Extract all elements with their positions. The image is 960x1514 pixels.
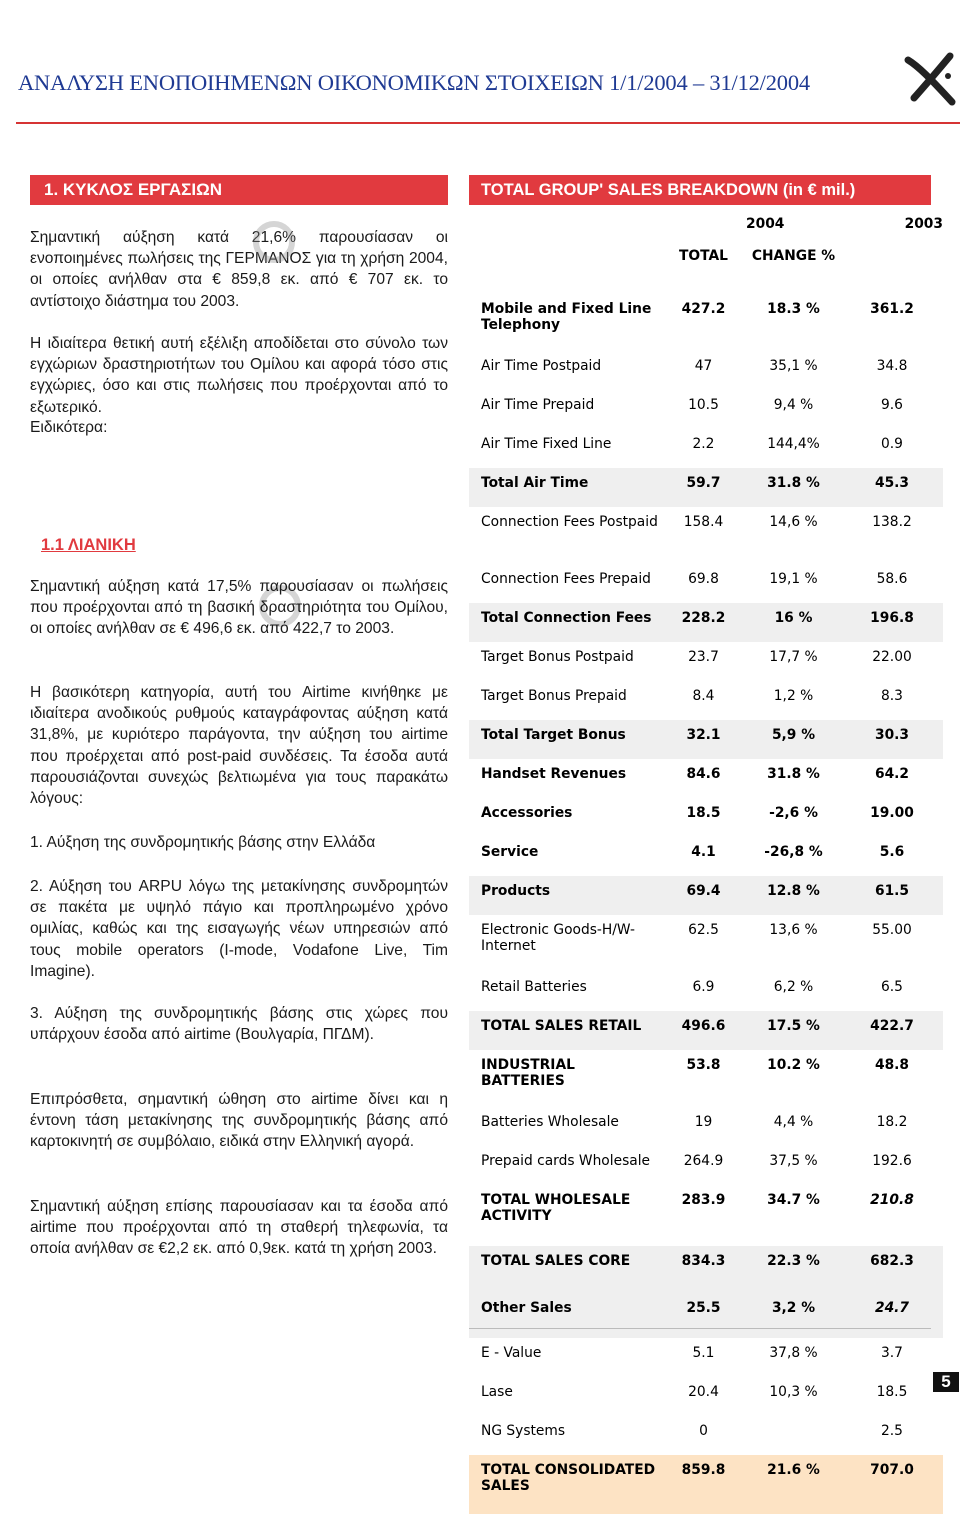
table-row xyxy=(469,1338,943,1377)
table-row xyxy=(469,468,943,507)
row-label: TOTAL WHOLESALE ACTIVITY xyxy=(481,1192,631,1224)
row-value-2004: 834.3 xyxy=(661,1246,746,1293)
row-change: 31.8 % xyxy=(767,766,820,782)
row-label: TOTAL CONSOLIDATED SALES xyxy=(469,1455,661,1514)
row-change: 3,2 % xyxy=(746,1293,841,1338)
row-value-2004: 427.2 xyxy=(681,301,726,317)
row-value-2004: 859.8 xyxy=(661,1455,746,1514)
row-label: Target Bonus Prepaid xyxy=(481,688,627,704)
change-column-header: CHANGE % xyxy=(751,248,836,264)
section-heading-retail: 1.1 ΛΙΑΝΙΚΗ xyxy=(41,536,136,554)
row-value-2003: 30.3 xyxy=(841,720,943,759)
table-row xyxy=(469,1246,943,1293)
table-row xyxy=(469,603,943,642)
row-label: NG Systems xyxy=(481,1423,566,1439)
row-value-2004: 496.6 xyxy=(661,1011,746,1050)
row-label: E - Value xyxy=(481,1345,542,1361)
row-change: 17,7 % xyxy=(769,649,818,665)
row-value-2004: 8.4 xyxy=(692,688,715,704)
table-row xyxy=(469,837,943,876)
row-value-2004: 20.4 xyxy=(688,1384,719,1400)
row-value-2003: 0.9 xyxy=(881,436,903,452)
table-row xyxy=(469,915,943,972)
row-value-2004: 228.2 xyxy=(661,603,746,642)
row-label: Retail Batteries xyxy=(481,979,587,995)
row-value-2003: 9.6 xyxy=(881,397,903,413)
row-label: Other Sales xyxy=(469,1293,661,1338)
row-value-2004: 0 xyxy=(699,1423,708,1439)
row-label: Total Air Time xyxy=(469,468,661,507)
retail-text-3 xyxy=(30,832,448,853)
row-value-2003: 196.8 xyxy=(841,603,943,642)
row-label: Air Time Fixed Line xyxy=(481,436,612,452)
row-value-2003: 64.2 xyxy=(874,766,910,782)
table-row xyxy=(469,1050,943,1107)
row-change: 37,8 % xyxy=(769,1345,818,1361)
table-row xyxy=(469,1377,943,1416)
row-value-2004: 69.8 xyxy=(688,571,719,587)
retail-list-item-1: 1. Αύξηση της συνδρομητικής βάσης στην Ελλάδα xyxy=(30,834,376,851)
row-value-2003: 61.5 xyxy=(841,876,943,915)
row-value-2004: 53.8 xyxy=(686,1057,721,1073)
year-2003-header: 2003 xyxy=(904,216,943,232)
table-row xyxy=(469,1293,943,1338)
row-label: TOTAL SALES CORE xyxy=(469,1246,661,1293)
row-label: Connection Fees Prepaid xyxy=(481,571,651,587)
row-value-2004: 62.5 xyxy=(688,922,719,938)
retail-text-5 xyxy=(30,1003,448,1045)
table-row xyxy=(469,1455,943,1514)
page-title: ΑΝΑΛΥΣΗ ΕΝΟΠΟΙΗΜΕΝΩΝ ΟΙΚΟΝΟΜΙΚΩΝ ΣΤΟΙΧΕΙΩΝ 1/1/2004 – 31/12/2004 xyxy=(18,70,810,95)
row-label: Target Bonus Postpaid xyxy=(481,649,634,665)
row-value-2003: 55.00 xyxy=(872,922,912,938)
retail-list-item-2: 2. Αύξηση του ARPU λόγω της μετακίνησης συνδρομητών σε πακέτα με υψηλό πάγιο και προπληρωμένο χρόνο ομιλίας, καθώς και της εισαγωγής νέων υπηρεσιών από τους mobile operators (I-mode, Vodafone Live, Tim Imagine). xyxy=(30,878,448,980)
table-row xyxy=(469,294,943,351)
retail-text-2 xyxy=(30,682,448,809)
retail-text-6 xyxy=(30,1089,448,1153)
row-value-2003: 48.8 xyxy=(874,1057,910,1073)
row-value-2003: 18.2 xyxy=(876,1114,908,1130)
row-change: 31.8 % xyxy=(746,468,841,507)
table-row xyxy=(469,564,943,603)
row-change: 10,3 % xyxy=(769,1384,818,1400)
section-heading-sales: 1. ΚΥΚΛΟΣ ΕΡΓΑΣΙΩΝ xyxy=(30,175,448,205)
section1-text-2 xyxy=(30,333,448,418)
table-row xyxy=(469,681,943,720)
row-value-2003: 18.5 xyxy=(876,1384,908,1400)
row-value-2003: 34.8 xyxy=(876,358,908,374)
section1-paragraph-2: Η ιδιαίτερα θετική αυτή εξέλιξη αποδίδεται στο σύνολο των εγχώριων δραστηριοτήτων του Ομίλου και αφορά τόσο στις εγχώριες, όσο και στις πωλήσεις που προέρχονται από το εξωτερικό. xyxy=(30,335,448,416)
row-value-2004: 6.9 xyxy=(692,979,715,995)
row-label: Connection Fees Postpaid xyxy=(481,514,658,530)
section1-paragraph-1: Σημαντική αύξηση κατά 21,6% παρουσίασαν οι ενοποιημένες πωλήσεις της ΓΕΡΜΑΝΟΣ για τη χρήση 2004, οι οποίες ανήλθαν στα € 859,8 εκ. από € 707 εκ. το αντίστοιχο διάστημα του 2003. xyxy=(30,229,448,310)
row-value-2003: 6.5 xyxy=(881,979,903,995)
row-change: -2,6 % xyxy=(769,805,818,821)
row-change: 19,1 % xyxy=(769,571,818,587)
section1-text-3 xyxy=(30,417,448,438)
row-value-2004: 25.5 xyxy=(661,1293,746,1338)
table-row xyxy=(469,1107,943,1146)
row-change: 13,6 % xyxy=(769,922,818,938)
retail-text-1 xyxy=(30,576,448,640)
row-change: 16 % xyxy=(746,603,841,642)
row-value-2003: 192.6 xyxy=(872,1153,912,1169)
row-label: Prepaid cards Wholesale xyxy=(481,1153,651,1169)
row-change: 17.5 % xyxy=(746,1011,841,1050)
table-row xyxy=(469,507,943,564)
row-value-2003: 58.6 xyxy=(876,571,908,587)
sales-table-header xyxy=(469,212,960,306)
row-label: Service xyxy=(481,844,539,860)
row-value-2004: 2.2 xyxy=(692,436,715,452)
row-label: Handset Revenues xyxy=(481,766,627,782)
row-change: 18.3 % xyxy=(767,301,820,317)
row-label: Accessories xyxy=(481,805,573,821)
row-value-2003: 422.7 xyxy=(841,1011,943,1050)
row-value-2003: 2.5 xyxy=(881,1423,903,1439)
row-value-2003: 707.0 xyxy=(841,1455,943,1514)
row-value-2004: 59.7 xyxy=(661,468,746,507)
row-value-2003: 8.3 xyxy=(881,688,903,704)
row-value-2004: 32.1 xyxy=(661,720,746,759)
row-label: Products xyxy=(469,876,661,915)
row-change: 10.2 % xyxy=(767,1057,820,1073)
retail-paragraph-1: Σημαντική αύξηση κατά 17,5% παρουσίασαν οι πωλήσεις που προέρχονται από τη βασική δραστηριότητα του Ομίλου, οι οποίες ανήλθαν σε € 496,6 εκ. από 422,7 το 2003. xyxy=(30,578,448,638)
row-value-2004: 4.1 xyxy=(691,844,716,860)
row-label: INDUSTRIAL BATTERIES xyxy=(481,1057,575,1089)
row-label: Mobile and Fixed Line Telephony xyxy=(481,301,652,333)
row-value-2003: 45.3 xyxy=(841,468,943,507)
row-label: Batteries Wholesale xyxy=(481,1114,619,1130)
row-change: -26,8 % xyxy=(764,844,823,860)
row-change: 12.8 % xyxy=(746,876,841,915)
row-value-2003: 138.2 xyxy=(872,514,912,530)
row-change xyxy=(746,1416,841,1455)
row-change: 21.6 % xyxy=(746,1455,841,1514)
row-label: Lase xyxy=(481,1384,513,1400)
row-change: 5,9 % xyxy=(746,720,841,759)
row-label: Total Target Bonus xyxy=(469,720,661,759)
table-row xyxy=(469,720,943,759)
row-value-2004: 19 xyxy=(694,1114,713,1130)
row-value-2003: 3.7 xyxy=(881,1345,903,1361)
row-value-2004: 69.4 xyxy=(661,876,746,915)
table-row xyxy=(469,390,943,429)
table-row xyxy=(469,972,943,1011)
table-row xyxy=(469,759,943,798)
title-divider xyxy=(16,122,960,124)
section1-text xyxy=(30,227,448,312)
row-value-2004: 18.5 xyxy=(686,805,721,821)
row-value-2003: 24.7 xyxy=(841,1293,943,1338)
row-value-2004: 5.1 xyxy=(692,1345,715,1361)
row-value-2004: 264.9 xyxy=(683,1153,724,1169)
retail-paragraph-3: Επιπρόσθετα, σημαντική ώθηση στο airtime δίνει και η έντονη τάση μετακίνησης της συνδρομητικής βάσης από καρτοκινητή σε συμβόλαιο, ειδικά στην Ελληνική αγορά. xyxy=(30,1091,448,1151)
watermark-logo-icon xyxy=(252,220,296,264)
row-value-2004: 283.9 xyxy=(681,1192,726,1208)
row-change: 14,6 % xyxy=(769,514,818,530)
row-label: Electronic Goods-H/W-Internet xyxy=(481,922,635,954)
page-number: 5 xyxy=(933,1372,959,1392)
row-change: 34.7 % xyxy=(767,1192,820,1208)
section1-paragraph-3: Ειδικότερα: xyxy=(30,419,108,436)
sales-breakdown-table xyxy=(469,294,943,1514)
table-row xyxy=(469,1416,943,1455)
table-row xyxy=(469,429,943,468)
row-change: 22.3 % xyxy=(746,1246,841,1293)
table-row xyxy=(469,1185,943,1246)
row-value-2003: 22.00 xyxy=(872,649,912,665)
row-label: Air Time Postpaid xyxy=(481,358,602,374)
row-value-2003: 210.8 xyxy=(870,1192,914,1208)
table-row xyxy=(469,798,943,837)
total-column-header: TOTAL xyxy=(679,248,728,264)
row-value-2004: 158.4 xyxy=(683,514,724,530)
row-value-2004: 23.7 xyxy=(688,649,719,665)
table-row xyxy=(469,351,943,390)
row-value-2004: 84.6 xyxy=(686,766,721,782)
retail-list-item-3: 3. Αύξηση της συνδρομητικής βάσης στις χώρες που υπάρχουν έσοδα από airtime (Βουλγαρία, ΠΓΔΜ). xyxy=(30,1005,448,1044)
table-row xyxy=(469,1011,943,1050)
row-change: 4,4 % xyxy=(773,1114,814,1130)
row-change: 144,4% xyxy=(767,436,820,452)
x-logo-icon xyxy=(900,48,960,108)
retail-text-4 xyxy=(30,876,448,982)
row-label: Total Connection Fees xyxy=(469,603,661,642)
row-change: 1,2 % xyxy=(773,688,814,704)
row-change: 6,2 % xyxy=(773,979,814,995)
table-row xyxy=(469,1146,943,1185)
retail-paragraph-4: Σημαντική αύξηση επίσης παρουσίασαν και τα έσοδα από airtime που προέρχονται από τη σταθερή τηλεφωνία, τα οποία ανήλθαν σε €2,2 εκ. από 0,9εκ. κατά τη χρήση 2003. xyxy=(30,1198,448,1258)
row-value-2004: 47 xyxy=(694,358,713,374)
row-label: Air Time Prepaid xyxy=(481,397,595,413)
sales-breakdown-title: TOTAL GROUP' SALES BREAKDOWN (in € mil.) xyxy=(469,175,931,205)
row-value-2003: 5.6 xyxy=(879,844,905,860)
row-value-2003: 361.2 xyxy=(870,301,914,317)
row-value-2003: 682.3 xyxy=(841,1246,943,1293)
table-bottom-divider xyxy=(469,1328,931,1329)
row-value-2003: 19.00 xyxy=(870,805,914,821)
row-value-2004: 10.5 xyxy=(688,397,719,413)
retail-text-7 xyxy=(30,1196,448,1260)
row-change: 35,1 % xyxy=(769,358,818,374)
row-change: 37,5 % xyxy=(769,1153,818,1169)
table-row xyxy=(469,642,943,681)
retail-paragraph-2: Η βασικότερη κατηγορία, αυτή του Airtime κινήθηκε με ιδιαίτερα ανοδικούς ρυθμούς καταγράφοντας αύξηση κατά 31,8%, με κυριότερο παράγοντα, την αύξηση του airtime που προέρχεται από post-paid συνδέσεις. Τα έσοδα αυτά παρουσιάζονται συνεχώς βελτιωμένα για τους παρακάτω λόγους: xyxy=(30,684,448,808)
table-row xyxy=(469,876,943,915)
row-label: TOTAL SALES RETAIL xyxy=(469,1011,661,1050)
year-2004-header: 2004 xyxy=(746,216,785,232)
row-change: 9,4 % xyxy=(773,397,814,413)
